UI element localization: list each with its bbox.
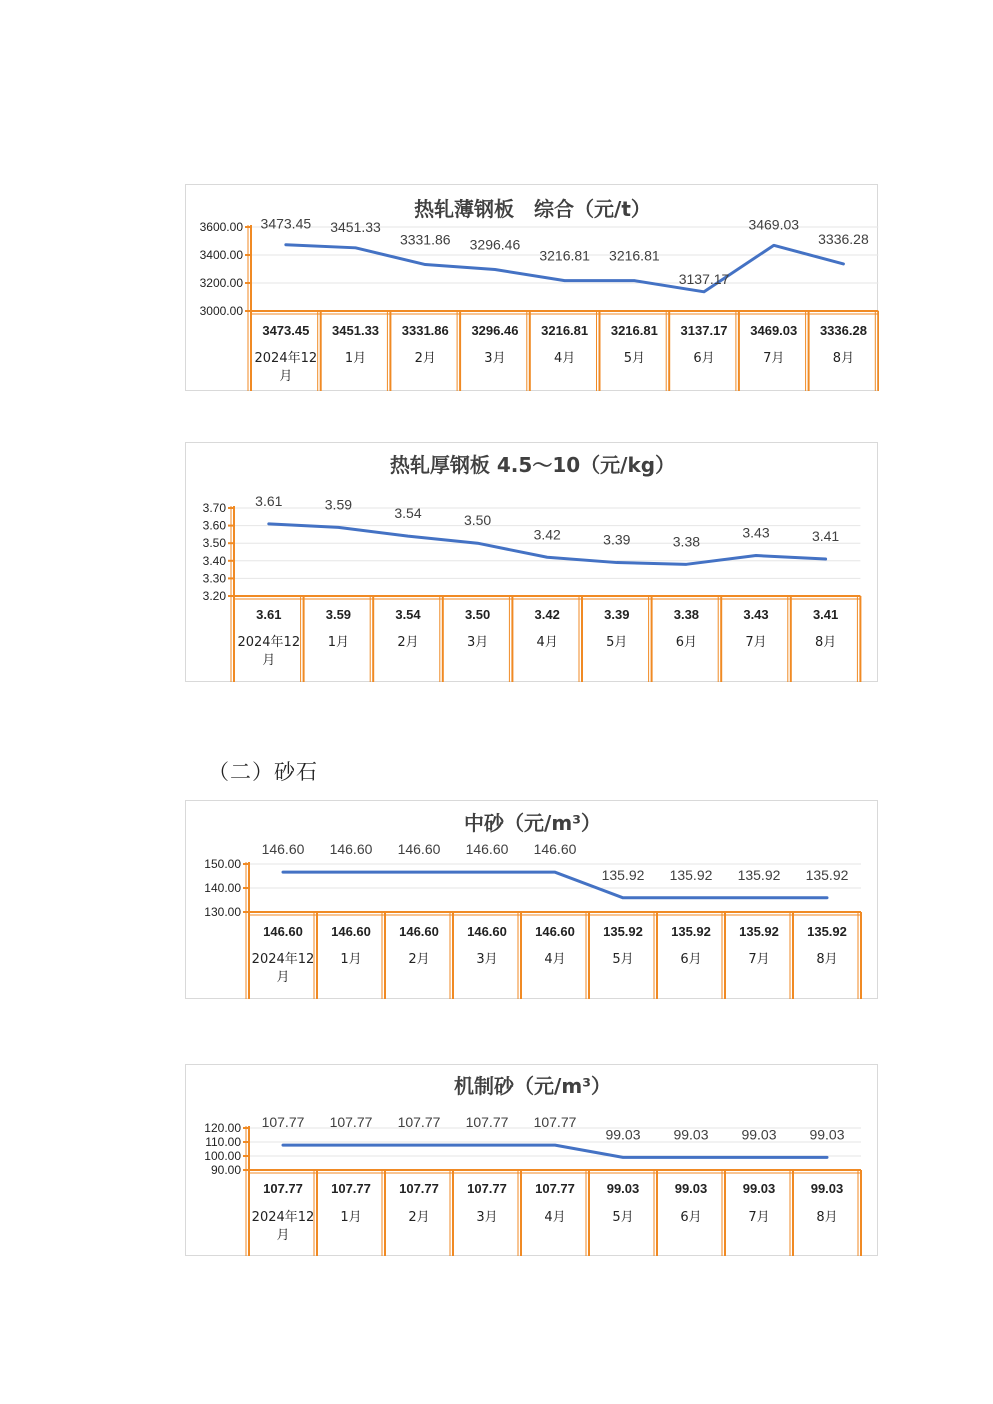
data-label: 3216.81 xyxy=(539,247,590,264)
table-value: 146.60 xyxy=(399,924,439,939)
data-label: 99.03 xyxy=(809,1126,845,1143)
data-label: 3.61 xyxy=(255,492,283,509)
table-value: 107.77 xyxy=(399,1181,439,1196)
table-category: 3月 xyxy=(484,351,506,366)
table-category: 2月 xyxy=(408,952,430,967)
data-label: 3336.28 xyxy=(818,230,869,247)
table-category: 5月 xyxy=(612,952,634,967)
table-category: 5月 xyxy=(623,351,645,366)
chart-title: 热轧薄钢板 综合（元/t） xyxy=(414,197,651,221)
table-value: 99.03 xyxy=(674,1181,708,1196)
table-value: 146.60 xyxy=(467,924,507,939)
table-value: 107.77 xyxy=(331,1181,371,1196)
table-category: 4月 xyxy=(544,952,566,967)
data-label: 146.60 xyxy=(329,841,373,858)
chart-svg xyxy=(186,1065,879,1257)
table-category: 1月 xyxy=(344,351,367,366)
table-category: 2024年12 月 xyxy=(251,952,315,985)
table-category: 2024年12 月 xyxy=(251,1210,315,1243)
table-category: 8月 xyxy=(816,952,838,967)
table-category: 1月 xyxy=(340,952,362,967)
table-value: 3216.81 xyxy=(610,323,658,338)
data-label: 3.41 xyxy=(811,528,840,545)
table-value: 135.92 xyxy=(739,924,779,939)
chart-title: 热轧厚钢板 4.5～10（元/kg） xyxy=(389,453,676,477)
table-category: 7月 xyxy=(748,952,770,967)
table-category: 2024年12 月 xyxy=(254,351,318,384)
table-value: 3.43 xyxy=(743,607,769,622)
table-category: 5月 xyxy=(612,1210,634,1225)
chart-medium-sand xyxy=(185,800,878,999)
y-tick-label: 3.50 xyxy=(202,536,226,551)
table-value: 3331.86 xyxy=(401,323,449,338)
section-heading: （二）砂石 xyxy=(208,760,318,784)
data-label: 107.77 xyxy=(397,1114,441,1131)
table-category: 6月 xyxy=(693,351,715,366)
table-category: 7月 xyxy=(763,351,785,366)
chart-title: 中砂（元/m³） xyxy=(464,811,601,835)
table-value: 3469.03 xyxy=(750,323,798,338)
chart-title: 机制砂（元/m³） xyxy=(454,1074,611,1098)
y-tick-label: 90.00 xyxy=(210,1163,241,1177)
table-value: 135.92 xyxy=(807,924,847,939)
table-category: 2月 xyxy=(414,351,436,366)
y-tick-label: 3.20 xyxy=(202,589,226,603)
table-value: 107.77 xyxy=(263,1181,303,1196)
y-tick-label: 3200.00 xyxy=(199,276,243,290)
data-label: 3.43 xyxy=(742,524,770,541)
table-category: 1月 xyxy=(340,1210,362,1225)
data-label: 3.38 xyxy=(672,533,701,550)
y-tick-label: 140.00 xyxy=(204,881,241,895)
y-tick-label: 150.00 xyxy=(204,857,241,871)
data-label: 3296.46 xyxy=(469,236,521,253)
table-category: 3月 xyxy=(476,952,498,967)
table-value: 99.03 xyxy=(742,1181,776,1196)
table-category: 3月 xyxy=(466,635,489,650)
data-label: 3473.45 xyxy=(260,215,312,232)
table-category: 4月 xyxy=(554,351,576,366)
table-value: 3.61 xyxy=(256,607,282,622)
table-category: 8月 xyxy=(832,351,855,366)
table-value: 146.60 xyxy=(535,924,575,939)
table-value: 99.03 xyxy=(606,1181,640,1196)
table-category: 2月 xyxy=(397,635,419,650)
data-label: 3.59 xyxy=(324,496,353,513)
table-value: 107.77 xyxy=(535,1181,575,1196)
data-label: 3137.17 xyxy=(678,270,730,287)
table-value: 3.50 xyxy=(464,607,491,622)
data-label: 3.54 xyxy=(394,505,422,522)
table-value: 3.42 xyxy=(534,607,560,622)
table-value: 135.92 xyxy=(671,924,711,939)
table-category: 3月 xyxy=(476,1210,498,1225)
data-label: 3469.03 xyxy=(748,216,800,233)
data-label: 3451.33 xyxy=(330,218,381,235)
data-label: 146.60 xyxy=(397,841,441,858)
table-value: 3.39 xyxy=(604,607,630,622)
y-tick-label: 3000.00 xyxy=(199,304,243,318)
y-tick-label: 3.60 xyxy=(202,518,226,533)
table-value: 146.60 xyxy=(263,924,303,939)
table-value: 3336.28 xyxy=(819,323,867,338)
table-value: 3.54 xyxy=(395,607,421,622)
data-label: 146.60 xyxy=(261,841,305,858)
table-value: 3473.45 xyxy=(262,323,310,338)
table-value: 3.59 xyxy=(325,607,352,622)
data-label: 135.92 xyxy=(669,866,713,883)
data-label: 135.92 xyxy=(601,866,645,883)
y-tick-label: 120.00 xyxy=(204,1121,241,1135)
chart-svg xyxy=(186,185,879,392)
table-category: 7月 xyxy=(748,1210,770,1225)
chart-svg xyxy=(186,801,879,1000)
data-label: 3.39 xyxy=(603,531,631,548)
chart-steel-plate xyxy=(185,442,878,682)
table-category: 2月 xyxy=(408,1210,430,1225)
data-label: 3331.86 xyxy=(399,231,451,248)
data-label: 3216.81 xyxy=(609,247,660,264)
data-label: 107.77 xyxy=(261,1114,305,1131)
table-category: 4月 xyxy=(536,635,558,650)
y-tick-label: 110.00 xyxy=(205,1135,241,1149)
y-tick-label: 3.40 xyxy=(202,553,226,568)
data-label: 3.50 xyxy=(463,512,492,529)
table-category: 4月 xyxy=(544,1210,566,1225)
data-label: 3.42 xyxy=(533,526,561,543)
data-label: 146.60 xyxy=(465,841,509,858)
y-tick-label: 3400.00 xyxy=(199,248,243,262)
data-label: 135.92 xyxy=(805,866,849,883)
y-tick-label: 3.70 xyxy=(202,501,226,515)
chart-machine-sand xyxy=(185,1064,878,1256)
y-tick-label: 3600.00 xyxy=(199,220,243,234)
table-value: 3296.46 xyxy=(471,323,519,338)
table-category: 7月 xyxy=(745,635,767,650)
data-label: 99.03 xyxy=(673,1126,709,1143)
table-value: 3137.17 xyxy=(680,323,728,338)
table-value: 3.41 xyxy=(812,607,839,622)
table-category: 6月 xyxy=(680,952,702,967)
table-value: 99.03 xyxy=(810,1181,844,1196)
data-label: 107.77 xyxy=(329,1114,373,1131)
table-category: 6月 xyxy=(680,1210,702,1225)
chart-steel-sheet xyxy=(185,184,878,391)
y-tick-label: 100.00 xyxy=(204,1149,241,1163)
table-category: 8月 xyxy=(814,635,837,650)
data-label: 99.03 xyxy=(605,1126,641,1143)
chart-svg xyxy=(186,443,879,683)
data-label: 107.77 xyxy=(465,1114,509,1131)
table-category: 6月 xyxy=(675,635,698,650)
table-value: 3.38 xyxy=(673,607,700,622)
table-value: 3451.33 xyxy=(332,323,380,338)
table-value: 146.60 xyxy=(331,924,371,939)
table-category: 8月 xyxy=(816,1210,838,1225)
y-tick-label: 3.30 xyxy=(202,571,226,586)
table-category: 2024年12 月 xyxy=(237,635,301,668)
data-label: 99.03 xyxy=(741,1126,777,1143)
table-category: 5月 xyxy=(606,635,628,650)
data-label: 107.77 xyxy=(533,1114,577,1131)
y-tick-label: 130.00 xyxy=(204,905,241,919)
table-category: 1月 xyxy=(327,635,350,650)
table-value: 3216.81 xyxy=(541,323,589,338)
table-value: 107.77 xyxy=(467,1181,507,1196)
data-label: 146.60 xyxy=(533,841,577,858)
table-value: 135.92 xyxy=(603,924,643,939)
data-label: 135.92 xyxy=(737,866,781,883)
